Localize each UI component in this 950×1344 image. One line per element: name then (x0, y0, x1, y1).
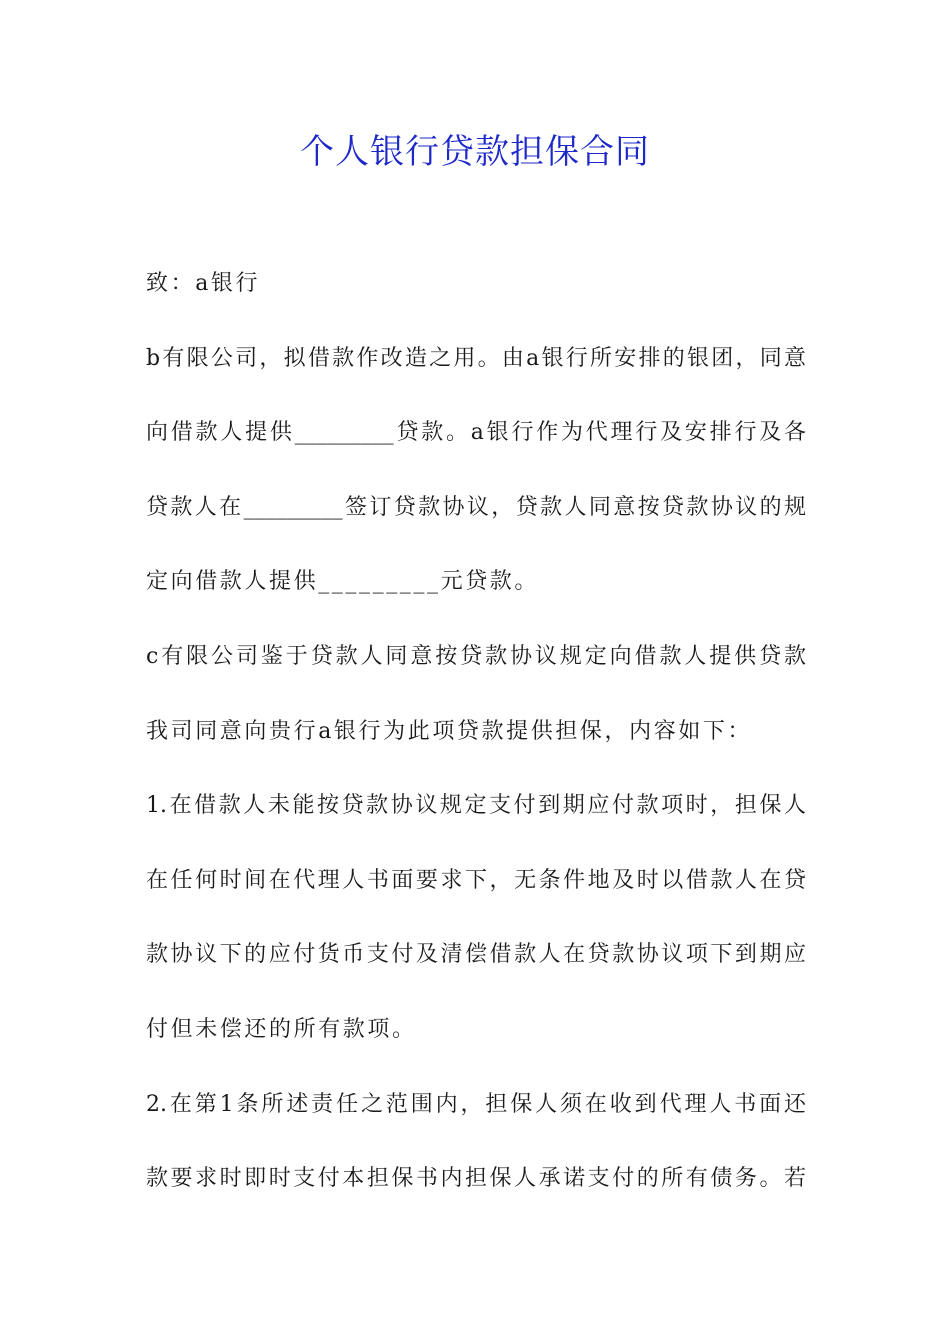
clause-line: 款协议下的应付货币支付及清偿借款人在贷款协议项下到期应 (146, 942, 806, 968)
paragraph-line: c有限公司鉴于贷款人同意按贷款协议规定向借款人提供贷款 (146, 643, 806, 669)
paragraph-line: 我司同意向贵行a银行为此项贷款提供担保，内容如下： (146, 718, 753, 744)
clause-line: 款要求时即时支付本担保书内担保人承诺支付的所有债务。若 (146, 1166, 806, 1192)
paragraph-line: b有限公司，拟借款作改造之用。由a银行所安排的银团，同意 (146, 345, 806, 371)
clause-line: 在任何时间在代理人书面要求下，无条件地及时以借款人在贷 (146, 867, 806, 893)
document-body (146, 262, 806, 1232)
clause-line: 1.在借款人未能按贷款协议规定支付到期应付款项时，担保人 (146, 793, 806, 819)
paragraph-line: 定向借款人提供_________元贷款。 (146, 569, 540, 595)
paragraph-line: 向借款人提供_________贷款。a银行作为代理行及安排行及各 (146, 420, 806, 446)
clause-line: 付但未偿还的所有款项。 (146, 1016, 417, 1042)
clause-line: 2.在第1条所述责任之范围内，担保人须在收到代理人书面还 (146, 1091, 806, 1117)
paragraph-line: 贷款人在_________签订贷款协议，贷款人同意按贷款协议的规 (146, 494, 806, 520)
addressee-line: 致：a银行 (146, 271, 261, 296)
document-title: 个人银行贷款担保合同 (300, 132, 650, 172)
